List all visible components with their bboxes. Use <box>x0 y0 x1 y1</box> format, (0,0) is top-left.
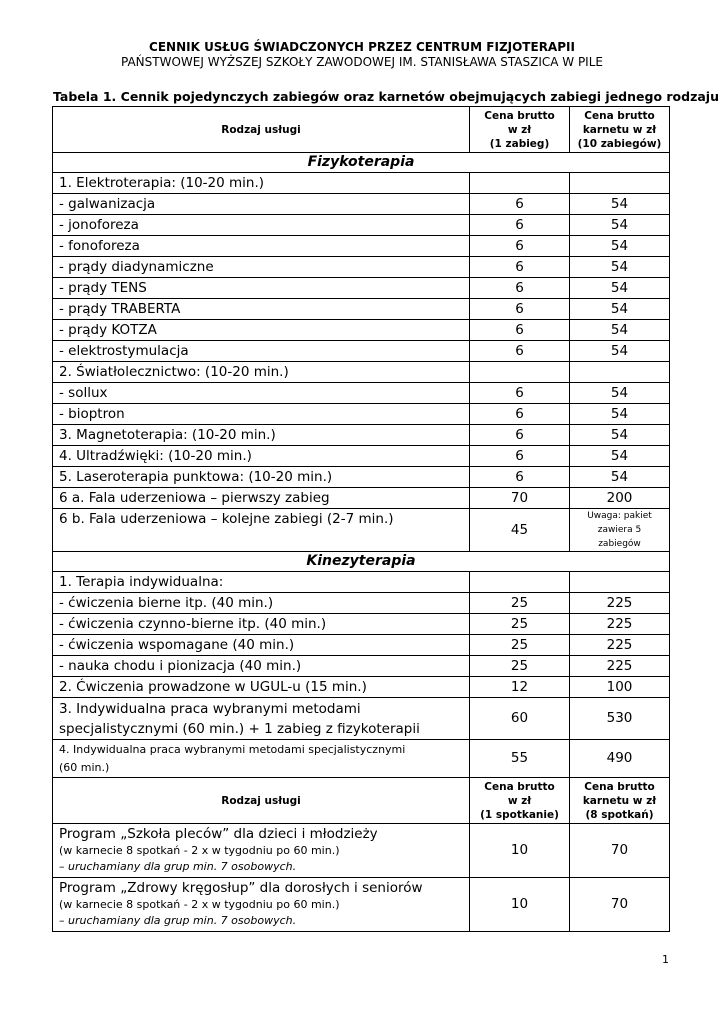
pack-price: 54 <box>570 194 670 215</box>
table-row <box>53 236 670 257</box>
table-row <box>53 656 670 677</box>
header-pack-price: Cena brutto karnetu w zł (10 zabiegów) <box>570 107 670 153</box>
table-row <box>53 278 670 299</box>
pack-price: 54 <box>570 467 670 488</box>
header-single-price: Cena brutto w zł (1 zabieg) <box>470 107 570 153</box>
table-row <box>53 572 670 593</box>
table-row <box>53 740 670 778</box>
page-number: 1 <box>662 953 669 966</box>
document-title-line2: PAŃSTWOWEJ WYŻSZEJ SZKOŁY ZAWODOWEJ IM. STANISŁAWA STASZICA W PILE <box>121 55 603 69</box>
single-price: 25 <box>470 635 570 656</box>
program-row <box>53 824 670 878</box>
table-row <box>53 677 670 698</box>
service-label: - galwanizacja <box>53 194 470 215</box>
pack-price <box>570 572 670 593</box>
single-price: 6 <box>470 446 570 467</box>
service-label: - prądy TRABERTA <box>53 299 470 320</box>
service-label: - prądy diadynamiczne <box>53 257 470 278</box>
document-title-line1: CENNIK USŁUG ŚWIADCZONYCH PRZEZ CENTRUM FIZJOTERAPII <box>149 40 575 54</box>
service-label: - ćwiczenia czynno-bierne itp. (40 min.) <box>53 614 470 635</box>
single-price: 6 <box>470 194 570 215</box>
table-header-row <box>53 107 670 153</box>
section-row-fizykoterapia <box>53 153 670 173</box>
table-row <box>53 215 670 236</box>
pack-price: 54 <box>570 383 670 404</box>
single-price: 10 <box>470 824 570 878</box>
single-price <box>470 362 570 383</box>
table-row <box>53 173 670 194</box>
single-price: 25 <box>470 614 570 635</box>
pack-price: 490 <box>570 740 670 778</box>
table-row <box>53 341 670 362</box>
service-label: - jonoforeza <box>53 215 470 236</box>
pack-price: 225 <box>570 593 670 614</box>
service-label: - ćwiczenia wspomagane (40 min.) <box>53 635 470 656</box>
pack-price: 70 <box>570 878 670 932</box>
service-label: 1. Elektroterapia: (10-20 min.) <box>53 173 470 194</box>
single-price: 70 <box>470 488 570 509</box>
pack-price: 54 <box>570 425 670 446</box>
program-title: Program „Zdrowy kręgosłup” dla dorosłych i seniorów <box>59 880 423 896</box>
pack-price: 530 <box>570 698 670 740</box>
program-row <box>53 878 670 932</box>
single-price: 25 <box>470 656 570 677</box>
single-price <box>470 173 570 194</box>
table-row <box>53 446 670 467</box>
single-price: 12 <box>470 677 570 698</box>
program-detail: (w karnecie 8 spotkań - 2 x w tygodniu po 60 min.) <box>59 844 340 857</box>
table-row <box>53 362 670 383</box>
header-pack-price: Cena brutto karnetu w zł (8 spotkań) <box>570 778 670 824</box>
table-header-row-2 <box>53 778 670 824</box>
service-label: - nauka chodu i pionizacja (40 min.) <box>53 656 470 677</box>
pack-price: 54 <box>570 236 670 257</box>
table-row <box>53 614 670 635</box>
table-row <box>53 383 670 404</box>
single-price: 45 <box>470 509 570 552</box>
table-row <box>53 320 670 341</box>
single-price: 6 <box>470 404 570 425</box>
single-price: 55 <box>470 740 570 778</box>
service-label: 5. Laseroterapia punktowa: (10-20 min.) <box>53 467 470 488</box>
table-row <box>53 404 670 425</box>
table-row <box>53 194 670 215</box>
service-label: 2. Ćwiczenia prowadzone w UGUL-u (15 min.) <box>53 677 470 698</box>
single-price: 6 <box>470 467 570 488</box>
program-detail: (w karnecie 8 spotkań - 2 x w tygodniu po 60 min.) <box>59 898 340 911</box>
pack-price: 200 <box>570 488 670 509</box>
single-price: 6 <box>470 236 570 257</box>
section-row-kinezyterapia <box>53 552 670 572</box>
pack-price: 54 <box>570 215 670 236</box>
pack-price <box>570 362 670 383</box>
pack-price: 54 <box>570 446 670 467</box>
pack-price: 225 <box>570 614 670 635</box>
single-price: 60 <box>470 698 570 740</box>
service-label: - sollux <box>53 383 470 404</box>
pack-price <box>570 173 670 194</box>
service-label: - elektrostymulacja <box>53 341 470 362</box>
table-row <box>53 509 670 552</box>
table-caption: Tabela 1. Cennik pojedynczych zabiegów oraz karnetów obejmujących zabiegi jednego rodzaju <box>53 89 719 104</box>
table-row <box>53 299 670 320</box>
service-label: 6 a. Fala uderzeniowa – pierwszy zabieg <box>53 488 470 509</box>
table-row <box>53 425 670 446</box>
pack-price: 70 <box>570 824 670 878</box>
header-single-price: Cena brutto w zł (1 spotkanie) <box>470 778 570 824</box>
service-label: 3. Indywidualna praca wybranymi metodami specjalistycznymi (60 min.) + 1 zabieg z fizykoterapii <box>53 698 470 740</box>
program-note: – uruchamiany dla grup min. 7 osobowych. <box>59 860 297 873</box>
single-price <box>470 572 570 593</box>
table-row <box>53 593 670 614</box>
section-title: Fizykoterapia <box>53 153 670 173</box>
pack-price: 54 <box>570 278 670 299</box>
service-label: - bioptron <box>53 404 470 425</box>
table-row <box>53 698 670 740</box>
single-price: 6 <box>470 215 570 236</box>
header-service: Rodzaj usługi <box>53 778 470 824</box>
table-row <box>53 257 670 278</box>
service-label: 6 b. Fala uderzeniowa – kolejne zabiegi (2-7 min.) <box>53 509 470 552</box>
header-service: Rodzaj usługi <box>53 107 470 153</box>
table-row <box>53 467 670 488</box>
pack-price: 54 <box>570 320 670 341</box>
service-label: - ćwiczenia bierne itp. (40 min.) <box>53 593 470 614</box>
program-label <box>53 878 470 932</box>
program-note: – uruchamiany dla grup min. 7 osobowych. <box>59 914 297 927</box>
pack-price: 225 <box>570 635 670 656</box>
single-price: 6 <box>470 320 570 341</box>
pack-price: 100 <box>570 677 670 698</box>
service-label: 4. Ultradźwięki: (10-20 min.) <box>53 446 470 467</box>
single-price: 6 <box>470 383 570 404</box>
program-label <box>53 824 470 878</box>
single-price: 6 <box>470 257 570 278</box>
service-label: - prądy TENS <box>53 278 470 299</box>
pack-price: 54 <box>570 257 670 278</box>
pack-note: Uwaga: pakiet zawiera 5 zabiegów <box>570 509 670 552</box>
single-price: 6 <box>470 341 570 362</box>
single-price: 10 <box>470 878 570 932</box>
table-row <box>53 635 670 656</box>
pack-price: 54 <box>570 299 670 320</box>
price-table <box>52 106 670 932</box>
pack-price: 54 <box>570 341 670 362</box>
service-label: 2. Światłolecznictwo: (10-20 min.) <box>53 362 470 383</box>
service-label: 4. Indywidualna praca wybranymi metodami specjalistycznymi (60 min.) <box>53 740 470 778</box>
service-label: - fonoforeza <box>53 236 470 257</box>
single-price: 25 <box>470 593 570 614</box>
table-row <box>53 488 670 509</box>
pack-price: 225 <box>570 656 670 677</box>
single-price: 6 <box>470 278 570 299</box>
single-price: 6 <box>470 299 570 320</box>
service-label: 1. Terapia indywidualna: <box>53 572 470 593</box>
single-price: 6 <box>470 425 570 446</box>
service-label: - prądy KOTZA <box>53 320 470 341</box>
program-title: Program „Szkoła pleców” dla dzieci i młodzieży <box>59 826 378 842</box>
pack-price: 54 <box>570 404 670 425</box>
section-title: Kinezyterapia <box>53 552 670 572</box>
service-label: 3. Magnetoterapia: (10-20 min.) <box>53 425 470 446</box>
